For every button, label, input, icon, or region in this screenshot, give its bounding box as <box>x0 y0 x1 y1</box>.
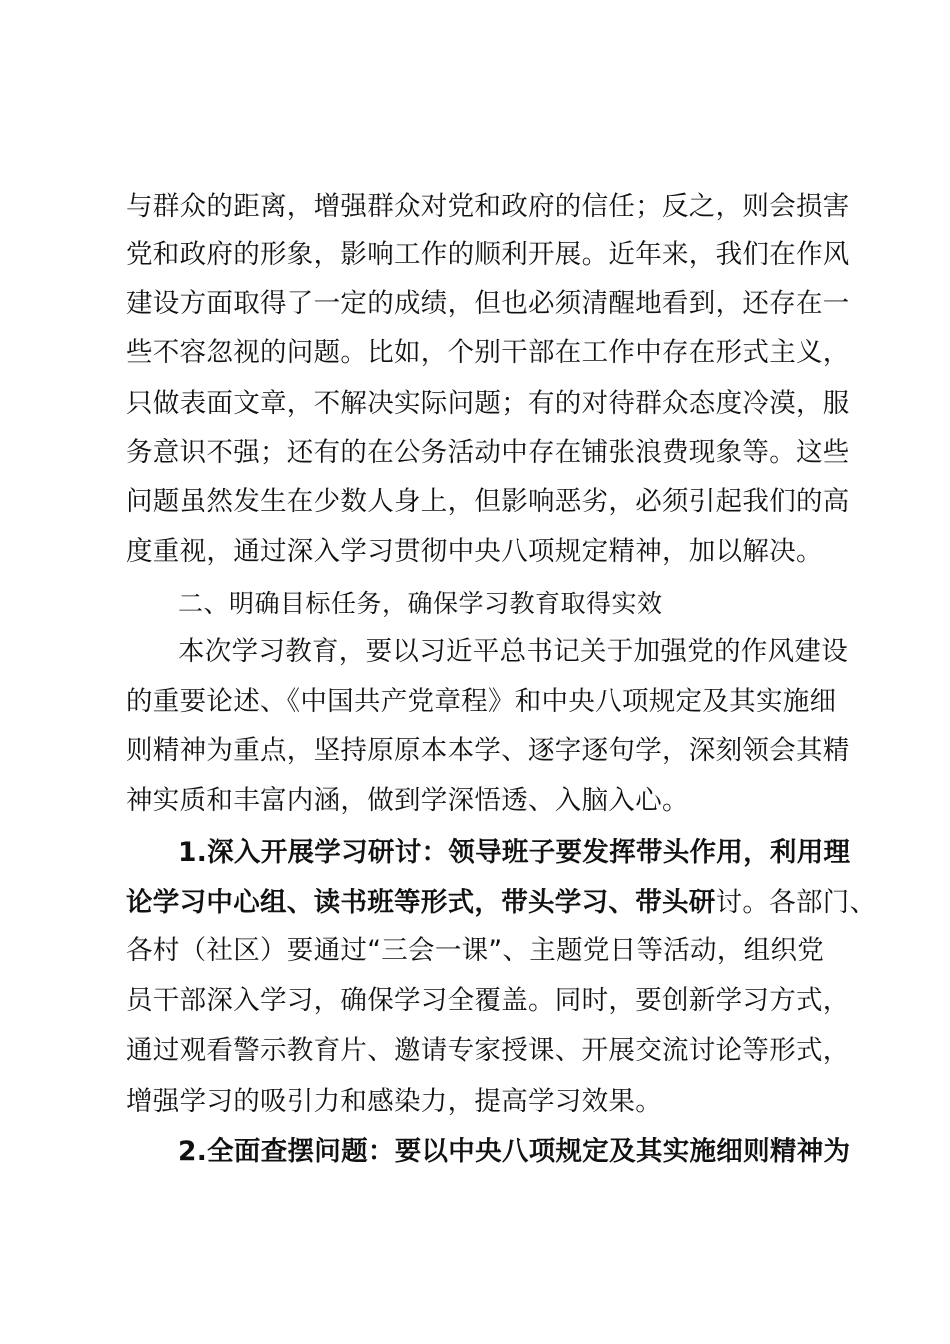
item-1-bold-text: 论学习中心组、读书班等形式，带头学习、带头研 <box>126 887 716 918</box>
item-2-title: 2.全面查摆问题：要以中央八项规定及其实施细则精神为 <box>178 1136 851 1167</box>
paragraph-line: 与群众的距离，增强群众对党和政府的信任；反之，则会损害 <box>126 191 850 222</box>
paragraph-line: 通过观看警示教育片、邀请专家授课、开展交流讨论等形式， <box>126 1035 850 1066</box>
item-1-title: 1.深入开展学习研讨：领导班子要发挥带头作用，利用理 <box>178 837 851 868</box>
paragraph-line: 度重视，通过深入学习贯彻中央八项规定精神，加以解决。 <box>126 536 823 567</box>
paragraph-line: 则精神为重点，坚持原原本本学、逐字逐句学，深刻领会其精 <box>126 735 850 766</box>
item-1-line <box>126 879 877 927</box>
paragraph-line: 增强学习的吸引力和感染力，提高学习效果。 <box>126 1086 662 1117</box>
item-1-text: 讨。各部门、 <box>715 887 877 918</box>
paragraph-line: 的重要论述、《中国共产党章程》和中央八项规定及其实施细 <box>126 686 837 717</box>
paragraph-line: 些不容忽视的问题。比如，个别干部在工作中存在形式主义， <box>126 337 850 368</box>
paragraph-line: 员干部深入学习，确保学习全覆盖。同时，要创新学习方式， <box>126 985 850 1016</box>
paragraph-line: 本次学习教育，要以习近平总书记关于加强党的作风建设 <box>178 636 848 667</box>
paragraph-line: 党和政府的形象，影响工作的顺利开展。近年来，我们在作风 <box>126 239 850 270</box>
paragraph-line: 务意识不强；还有的在公务活动中存在铺张浪费现象等。这些 <box>126 437 850 468</box>
paragraph-line: 只做表面文章，不解决实际问题；有的对待群众态度冷漠，服 <box>126 388 850 419</box>
paragraph-line: 神实质和丰富内涵，做到学深悟透、入脑入心。 <box>126 785 689 816</box>
section-heading: 二、明确目标任务，确保学习教育取得实效 <box>178 589 663 618</box>
paragraph-line: 建设方面取得了一定的成绩，但也必须清醒地看到，还存在一 <box>126 288 850 319</box>
paragraph-line: 各村（社区）要通过“三会一课”、主题党日等活动，组织党 <box>126 935 825 966</box>
paragraph-line: 问题虽然发生在少数人身上，但影响恶劣，必须引起我们的高 <box>126 486 850 517</box>
